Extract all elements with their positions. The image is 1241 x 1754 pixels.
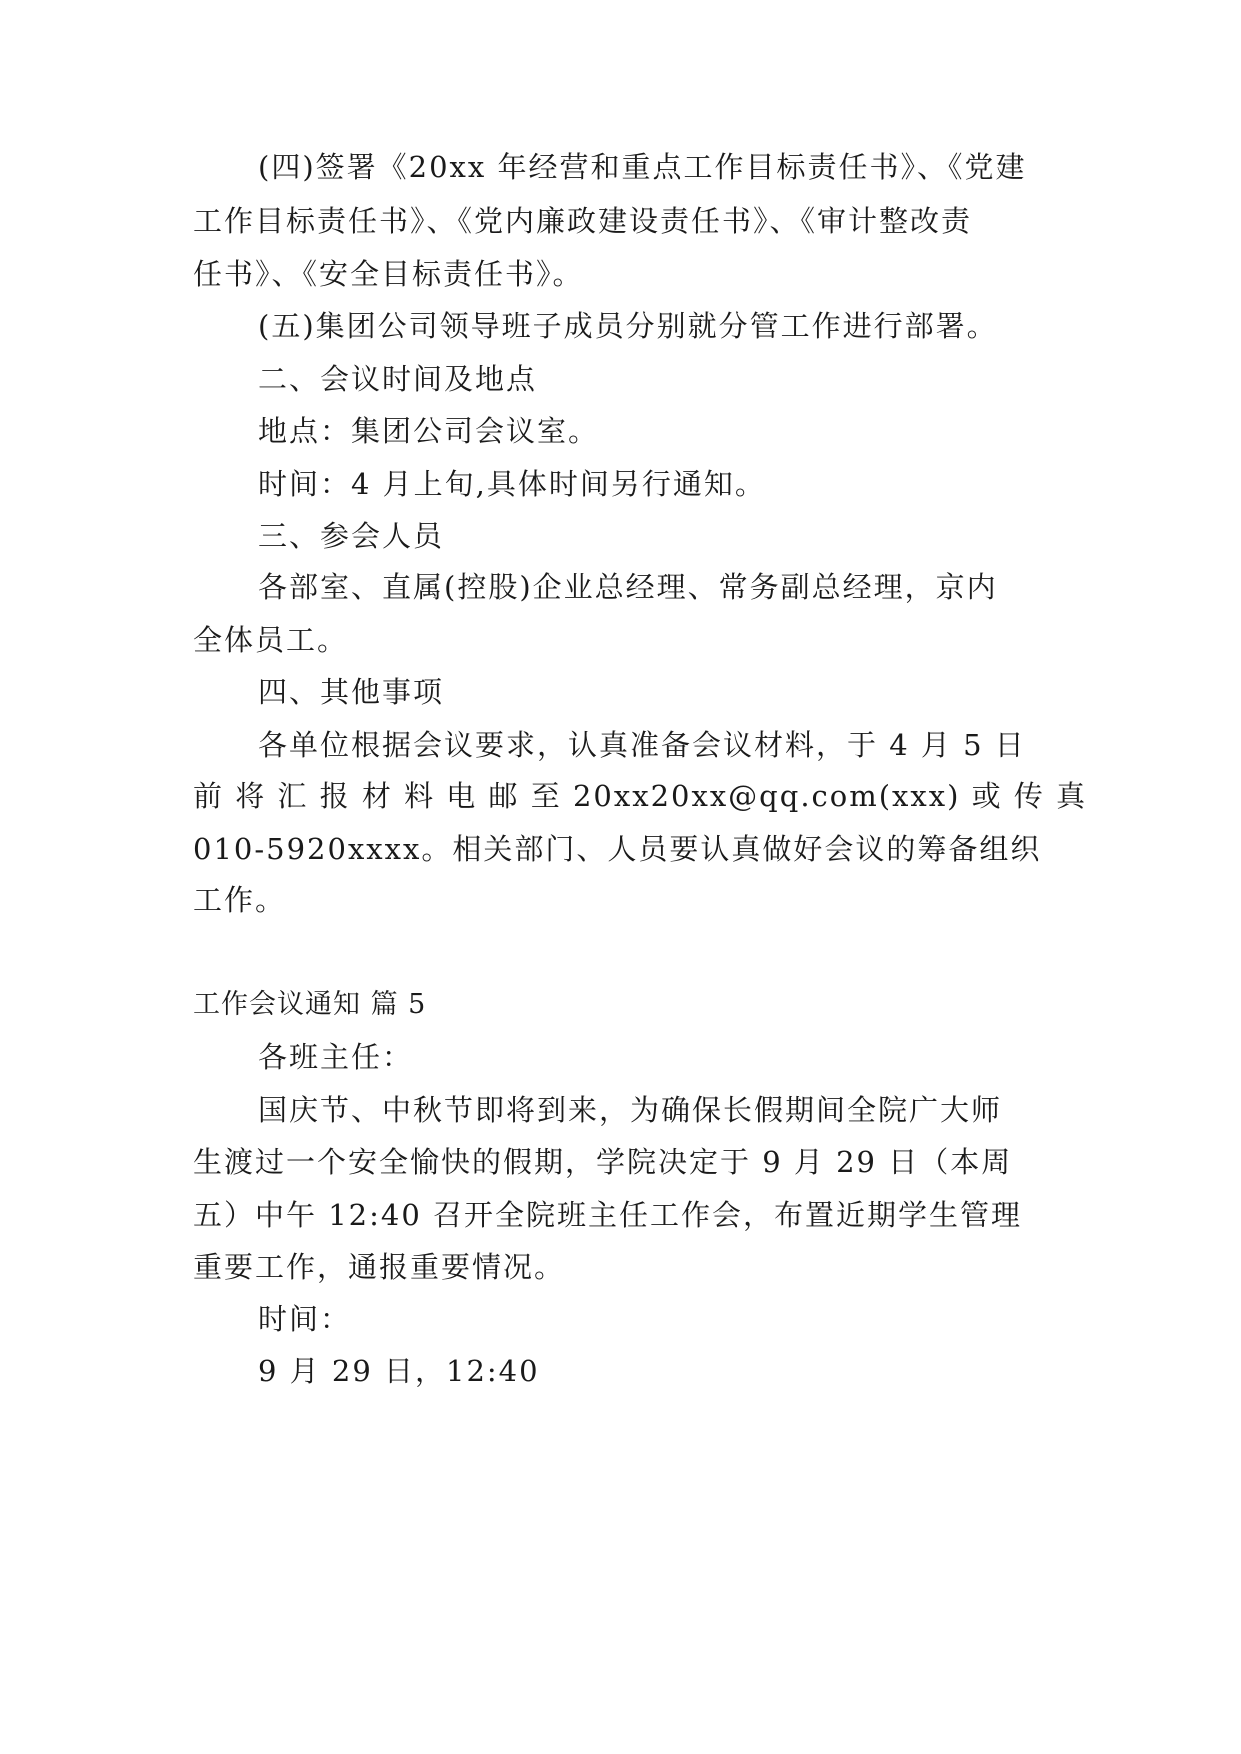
article-title: 工作会议通知 篇 5: [193, 989, 427, 1020]
paragraph-line: (五)集团公司领导班子成员分别就分管工作进行部署。: [258, 309, 998, 343]
salutation: 各班主任：: [258, 1040, 414, 1074]
paragraph-line: 重要工作，通报重要情况。: [193, 1250, 566, 1284]
section-heading: 四、其他事项: [258, 675, 445, 709]
paragraph-line: 工作。: [193, 883, 287, 917]
paragraph-line: 各单位根据会议要求，认真准备会议材料，于 4 月 5 日: [258, 728, 1026, 762]
section-heading: 二、会议时间及地点: [258, 362, 538, 396]
paragraph-line: 全体员工。: [193, 623, 349, 657]
paragraph-line: 各部室、直属(控股)企业总经理、常务副总经理，京内: [258, 570, 998, 604]
paragraph-line: 010-5920xxxx。相关部门、人员要认真做好会议的筹备组织: [193, 832, 1042, 866]
paragraph-line: 前 将 汇 报 材 料 电 邮 至 20xx20xx@qq.com(xxx) 或 传 真: [193, 779, 1088, 813]
paragraph-line: 时间：: [258, 1302, 352, 1336]
paragraph-line: 生渡过一个安全愉快的假期，学院决定于 9 月 29 日（本周: [193, 1145, 1013, 1179]
paragraph-line: 国庆节、中秋节即将到来，为确保长假期间全院广大师: [258, 1093, 1003, 1127]
section-heading: 三、参会人员: [258, 519, 445, 553]
paragraph-line: (四)签署《20xx 年经营和重点工作目标责任书》、《党建: [258, 150, 1027, 184]
paragraph-line: 任书》、《安全目标责任书》。: [193, 257, 584, 291]
paragraph-line: 五）中午 12:40 召开全院班主任工作会，布置近期学生管理: [193, 1198, 1023, 1232]
paragraph-line: 时间：4 月上旬,具体时间另行通知。: [258, 467, 766, 501]
paragraph-line: 地点：集团公司会议室。: [258, 414, 600, 448]
paragraph-line: 9 月 29 日，12:40: [258, 1354, 540, 1388]
paragraph-line: 工作目标责任书》、《党内廉政建设责任书》、《审计整改责: [193, 204, 973, 238]
